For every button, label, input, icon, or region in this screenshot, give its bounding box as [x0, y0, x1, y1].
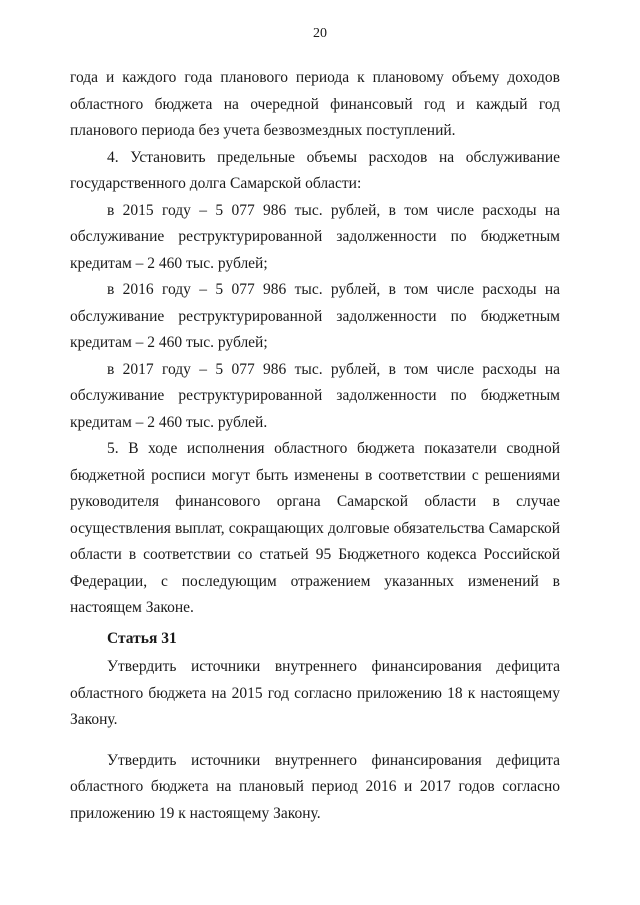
paragraph-year-2016: в 2016 году – 5 077 986 тыс. рублей, в том числе расходы на обслуживание реструктурированной задолженности по бюджетным кредитам – 2 460 тыс. рублей;: [70, 281, 560, 351]
page-number: 20: [313, 26, 327, 41]
paragraph-continuation: года и каждого года планового периода к плановому объему доходов областного бюджета на очередной финансовый год и каждый год планового периода без учета безвозмездных поступлений.: [70, 69, 560, 139]
paragraph-item-5: 5. В ходе исполнения областного бюджета показатели сводной бюджетной росписи могут быть изменены в соответствии с решениями руководителя финансового органа Самарской области в случае осуществления выплат, сокращающих долговые обязательства Самарской области в соответствии со статьей 95 Бюджетного кодекса Российской Федерации, с последующим отражением указанных изменений в настоящем Законе.: [70, 440, 560, 616]
document-body: [70, 65, 560, 827]
article-heading: Статья 31: [107, 629, 177, 647]
paragraph-article-31-sources-2016-2017: Утвердить источники внутреннего финансирования дефицита областного бюджета на плановый период 2016 и 2017 годов согласно приложению 19 к настоящему Закону.: [70, 751, 560, 822]
paragraph-year-2017: в 2017 году – 5 077 986 тыс. рублей, в том числе расходы на обслуживание реструктурированной задолженности по бюджетным кредитам – 2 460 тыс. рублей.: [70, 360, 560, 431]
paragraph-year-2015: в 2015 году – 5 077 986 тыс. рублей, в том числе расходы на обслуживание реструктурированной задолженности по бюджетным кредитам – 2 460 тыс. рублей;: [70, 201, 560, 272]
paragraph-article-31-sources-2015: Утвердить источники внутреннего финансирования дефицита областного бюджета на 2015 год согласно приложению 18 к настоящему Закону.: [70, 658, 560, 728]
paragraph-item-4: 4. Установить предельные объемы расходов на обслуживание государственного долга Самарской области:: [70, 148, 560, 192]
